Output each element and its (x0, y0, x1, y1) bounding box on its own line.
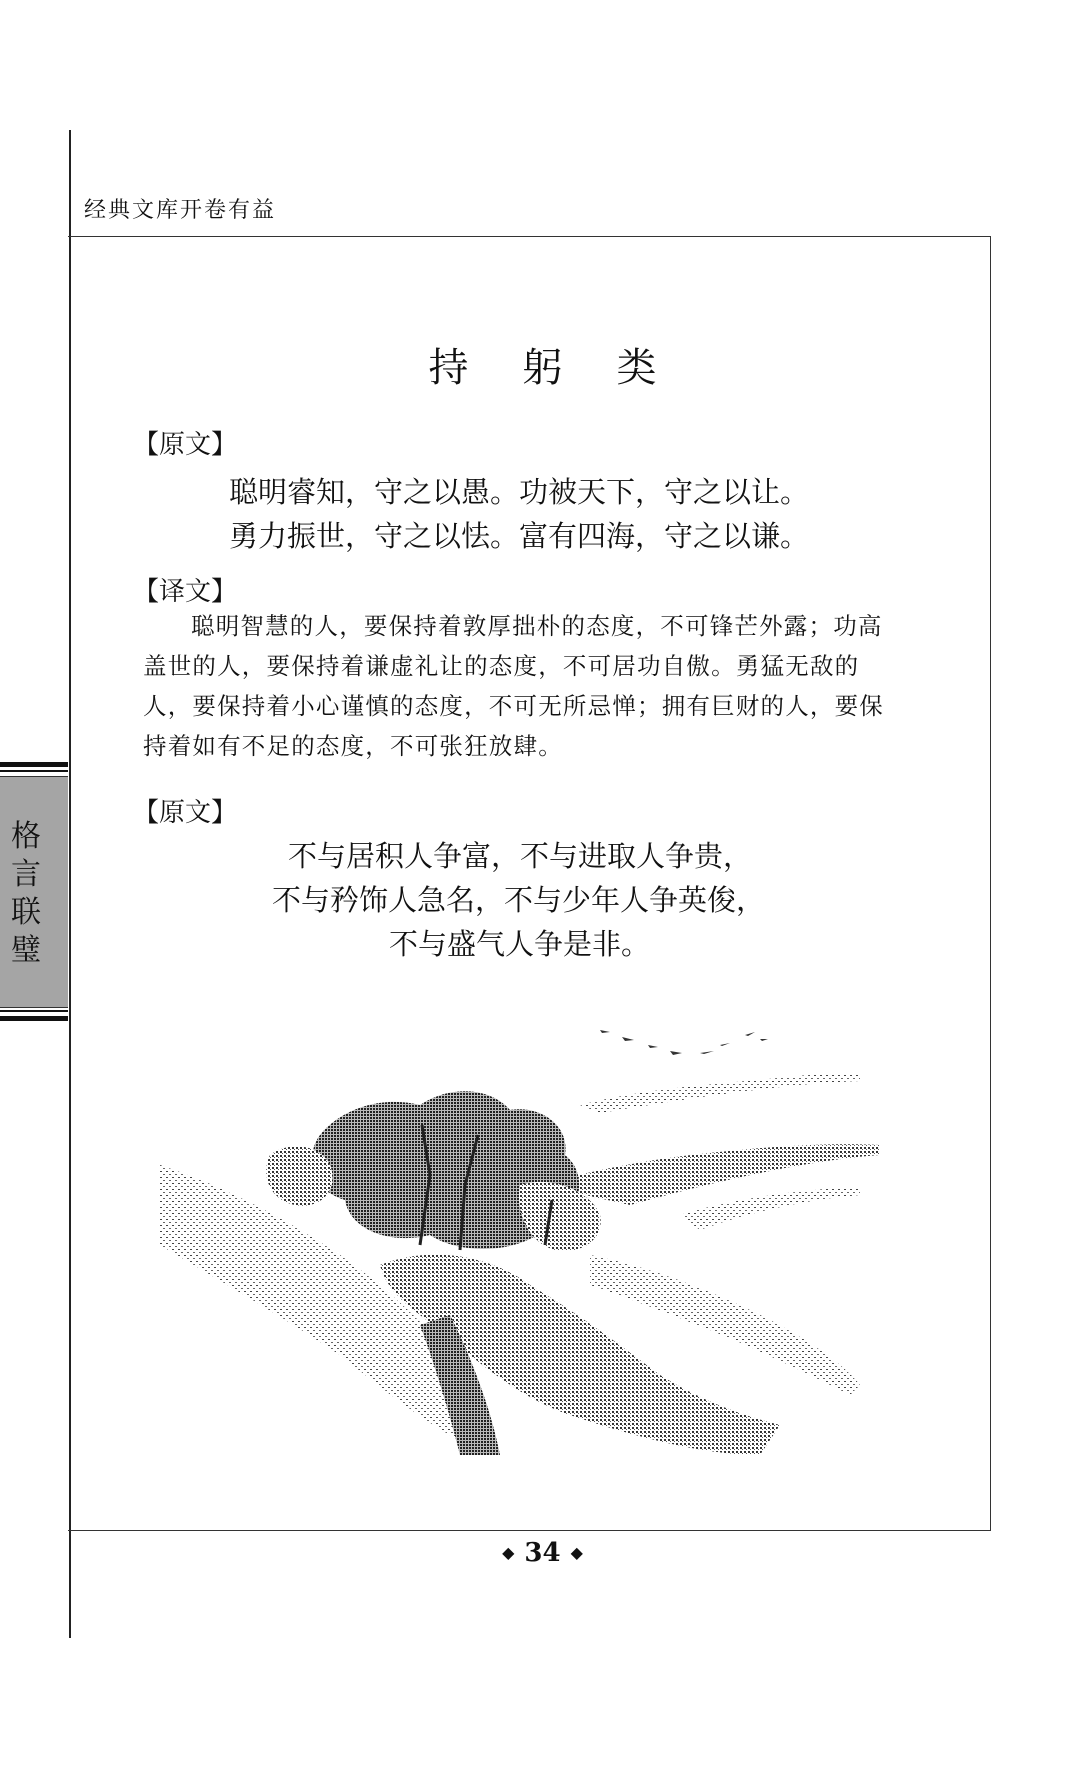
side-tab-rule (0, 762, 68, 767)
translation-paragraph: 聪明智慧的人，要保持着敦厚拙朴的态度，不可锋芒外露；功高盖世的人，要保持着谦虚礼让的态度，不可居功自傲。勇猛无敌的人，要保持着小心谨慎的态度，不可无所忌惮；拥有巨财的人，要保持着如有不足的态度，不可张狂放肆。 (143, 612, 884, 760)
verse-line: 聪明睿知，守之以愚。功被天下，守之以让。 (229, 475, 810, 509)
original-text-tag: 【原文】 (133, 798, 238, 828)
translation-tag: 【译文】 (133, 577, 238, 607)
diamond-icon: ◆ (570, 1543, 583, 1562)
verse-line: 勇力振世，守之以怯。富有四海，守之以谦。 (229, 519, 810, 553)
side-tab-char: 璧 (11, 933, 41, 968)
page-number-value: 34 (524, 1538, 561, 1568)
side-tab-char: 联 (11, 895, 41, 930)
title-char: 躬 (522, 345, 563, 391)
verse-line: 不与矜饰人急名，不与少年人争英俊， (272, 883, 766, 917)
series-header: 经典文库开卷有益 (84, 198, 277, 223)
side-tab-char: 言 (11, 857, 41, 892)
side-tab-label (8, 818, 44, 970)
title-char: 持 (428, 345, 469, 391)
verse-line: 不与居积人争富，不与进取人争贵， (288, 839, 753, 873)
landscape-illustration (160, 1015, 880, 1465)
geese-strokes (600, 1030, 768, 1055)
diamond-icon: ◆ (502, 1543, 515, 1562)
page-number (0, 1538, 1085, 1568)
side-tab-rule (0, 770, 68, 772)
verse-line: 不与盛气人争是非。 (389, 927, 651, 961)
side-tab-char: 格 (11, 819, 41, 854)
side-tab-rule (0, 1016, 68, 1021)
section-title (0, 336, 1085, 393)
title-char: 类 (616, 345, 657, 391)
side-tab-rule (0, 1010, 68, 1012)
original-text-tag: 【原文】 (133, 430, 238, 460)
